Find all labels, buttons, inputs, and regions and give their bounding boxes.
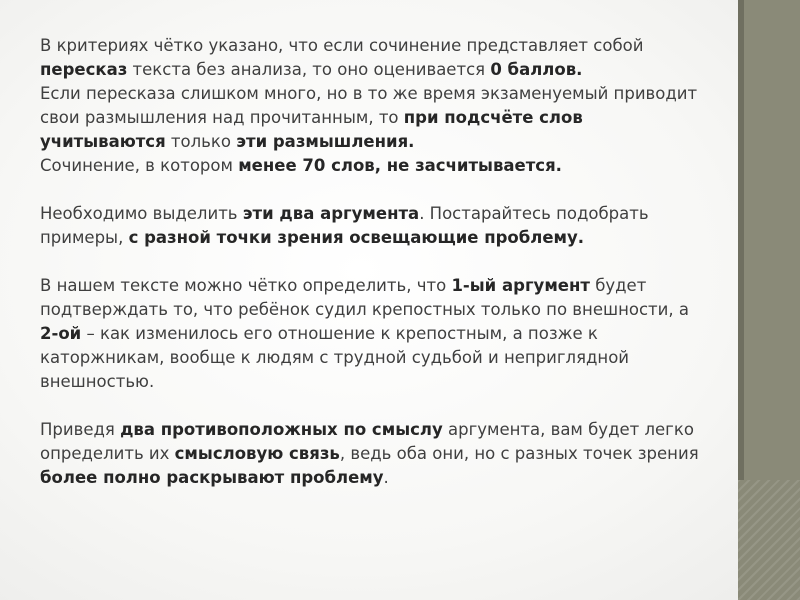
side-panel-texture — [738, 480, 800, 600]
text-run: Если пересказа слишком много, но в то же время экзаменуемый приводит свои размышления над прочитанным, то — [40, 84, 698, 127]
text-run: . Постарайтесь подобрать примеры, — [40, 204, 649, 247]
text-paragraph — [40, 154, 705, 178]
text-paragraph — [40, 82, 705, 154]
text-run: Приведя — [40, 420, 121, 439]
text-run: будет подтверждать то, что ребёнок судил крепостных только по внешности, а — [40, 276, 689, 319]
emphasized-text: с разной точки зрения освещающие проблему. — [128, 228, 585, 247]
paragraph-spacer — [40, 250, 705, 274]
text-run: В нашем тексте можно чётко определить, что — [40, 276, 452, 295]
slide-side-panel — [738, 0, 800, 600]
text-run: – как изменилось его отношение к крепостным, а позже к каторжникам, вообще к людям с трудной судьбой и неприглядной внешностью. — [40, 324, 630, 391]
text-paragraph — [40, 202, 705, 250]
emphasized-text: менее 70 слов, не засчитывается. — [238, 156, 562, 175]
emphasized-text: эти размышления. — [236, 132, 415, 151]
emphasized-text: 2-ой — [40, 324, 82, 343]
emphasized-text: 1-ый аргумент — [451, 276, 590, 295]
text-run: аргумента, вам будет легко определить их — [40, 420, 694, 463]
emphasized-text: пересказ — [40, 60, 128, 79]
text-run: Сочинение, в котором — [40, 156, 239, 175]
emphasized-text: эти два аргумента — [242, 204, 420, 223]
text-run: , ведь оба они, но с разных точек зрения — [339, 444, 699, 463]
text-paragraph — [40, 274, 705, 394]
text-paragraph — [40, 34, 705, 82]
text-run: . — [383, 468, 389, 487]
emphasized-text: при подсчёте слов учитываются — [40, 108, 583, 151]
text-run: В критериях чётко указано, что если сочинение представляет собой — [40, 36, 644, 55]
paragraph-spacer — [40, 178, 705, 202]
slide-body-text — [40, 34, 705, 490]
emphasized-text: смысловую связь — [174, 444, 340, 463]
text-run: только — [165, 132, 237, 151]
emphasized-text: 0 баллов. — [490, 60, 583, 79]
text-run: Необходимо выделить — [40, 204, 243, 223]
emphasized-text: более полно раскрывают проблему — [40, 468, 384, 487]
text-run: текста без анализа, то оно оценивается — [127, 60, 491, 79]
emphasized-text: два противоположных по смыслу — [120, 420, 443, 439]
text-paragraph — [40, 418, 705, 490]
paragraph-spacer — [40, 394, 705, 418]
